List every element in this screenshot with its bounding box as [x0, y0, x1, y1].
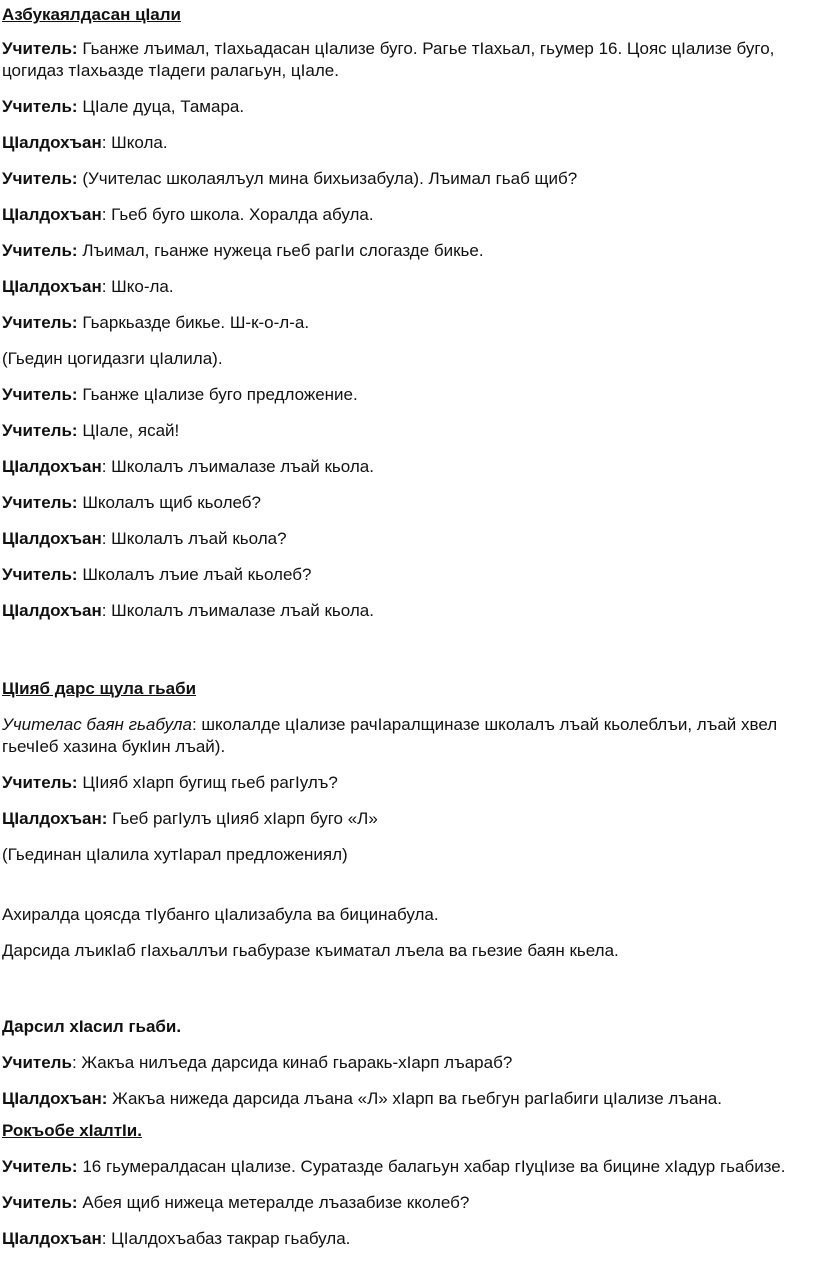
speaker-student: ЦIалдохъан	[2, 601, 102, 620]
utterance: : Школа.	[101, 133, 168, 152]
speaker-student: ЦIалдохъан	[2, 133, 102, 152]
speaker-student: ЦIалдохъан	[2, 205, 102, 224]
paragraph	[2, 1192, 816, 1214]
utterance: Гьанже цIализе буго предложение.	[77, 385, 358, 404]
utterance: : Школалъ лъималазе лъай кьола.	[101, 457, 374, 476]
speaker-teacher: Учитель:	[2, 1193, 78, 1212]
speaker-student: ЦIалдохъан	[2, 529, 102, 548]
utterance: 16 гьумералдасан цIализе. Суратазде балагьун хабар гIуцIизе ва бицине хIадур гьабизе.	[77, 1157, 786, 1176]
speaker-student: ЦIалдохъан:	[2, 809, 108, 828]
section-heading-summary: Дарсил хIасил гьаби.	[2, 1017, 182, 1036]
paragraph: Ахиралда цоясда тIубанго цIализабула ва бицинабула.	[2, 905, 439, 924]
speaker-teacher: Учитель:	[2, 773, 78, 792]
speaker-teacher: Учитель:	[2, 493, 78, 512]
speaker-teacher: Учитель:	[2, 385, 78, 404]
speaker-teacher: Учитель:	[2, 97, 78, 116]
speaker-teacher: Учитель:	[2, 241, 78, 260]
utterance: Абея щиб нижеца метералде лъазабизе кколеб?	[77, 1193, 470, 1212]
paragraph	[2, 420, 816, 442]
section-heading-reading: Азбукаялдасан цIали	[2, 5, 181, 24]
speaker-teacher: Учитель:	[2, 169, 78, 188]
speaker-student: ЦIалдохъан	[2, 457, 102, 476]
paragraph: Дарсида лъикIаб гIахьаллъи гьабуразе къиматал лъела ва гьезие баян кьела.	[2, 941, 619, 960]
paragraph	[2, 772, 816, 794]
paragraph	[2, 1088, 816, 1110]
paragraph	[2, 132, 816, 154]
paragraph	[2, 312, 816, 334]
paragraph	[2, 38, 816, 82]
utterance: : школалде цIализе рачIаралщиназе школалъ лъай кьолеблъи, лъай хвел гьечIеб хазина букIин лъай).	[2, 715, 778, 756]
paragraph	[2, 456, 816, 478]
paragraph	[2, 168, 816, 190]
paragraph	[2, 1052, 816, 1074]
utterance: : Шко-ла.	[101, 277, 174, 296]
utterance: Школалъ лъие лъай кьолеб?	[77, 565, 312, 584]
paragraph	[2, 384, 816, 406]
speaker-student: ЦIалдохъан	[2, 277, 102, 296]
paragraph: (Гьедин цогидазги цIалила).	[2, 349, 223, 368]
paragraph	[2, 204, 816, 226]
utterance: Гьеб рагIулъ цIияб хIарп буго «Л»	[107, 809, 378, 828]
utterance: Школалъ щиб кьолеб?	[77, 493, 261, 512]
speaker-teacher: Учитель:	[2, 421, 78, 440]
paragraph	[2, 714, 816, 758]
speaker-teacher: Учитель	[2, 1053, 72, 1072]
speaker-teacher: Учитель:	[2, 313, 78, 332]
paragraph	[2, 808, 816, 830]
utterance: : Школалъ лъай кьола?	[101, 529, 287, 548]
paragraph	[2, 564, 816, 586]
utterance: (Учителас школаялъул мина бихьизабула). Лъимал гьаб щиб?	[77, 169, 578, 188]
utterance: Гьанже лъимал, тIахьадасан цIализе буго. Рагье тIахьал, гьумер 16. Цояс цIализе буго, цогидаз тIахьазде тIадеги ралагьун, цIале.	[2, 39, 775, 80]
paragraph: (Гьединан цIалила хутIарал предложениял)	[2, 845, 348, 864]
utterance: Жакъа нижеда дарсида лъана «Л» хIарп ва гьебгун рагIабиги цIализе лъана.	[107, 1089, 722, 1108]
utterance: : Школалъ лъималазе лъай кьола.	[101, 601, 374, 620]
paragraph	[2, 1228, 816, 1250]
paragraph	[2, 276, 816, 298]
utterance: Лъимал, гьанже нужеца гьеб рагIи слогазде бикье.	[77, 241, 484, 260]
paragraph	[2, 96, 816, 118]
utterance: : Жакъа нилъеда дарсида кинаб гьаракь-хIарп лъараб?	[71, 1053, 513, 1072]
paragraph	[2, 600, 816, 622]
paragraph	[2, 492, 816, 514]
paragraph	[2, 528, 816, 550]
utterance: Гьаркьазде бикье. Ш-к-о-л-а.	[77, 313, 310, 332]
speaker-student: ЦIалдохъан:	[2, 1089, 108, 1108]
speaker-student: ЦIалдохъан	[2, 1229, 102, 1248]
section-heading-new-lesson: ЦIияб дарс щула гьаби	[2, 679, 197, 698]
utterance: ЦIале, ясай!	[77, 421, 180, 440]
utterance: : ЦIалдохъабаз такрар гьабула.	[101, 1229, 351, 1248]
speaker-teacher: Учитель:	[2, 39, 78, 58]
utterance: : Гьеб буго школа. Хоралда абула.	[101, 205, 374, 224]
speaker-teacher: Учитель:	[2, 565, 78, 584]
paragraph	[2, 1156, 816, 1178]
italic-intro: Учителас баян гьабула	[2, 715, 192, 734]
speaker-teacher: Учитель:	[2, 1157, 78, 1176]
utterance: ЦIале дуца, Тамара.	[77, 97, 245, 116]
utterance: ЦIияб хIарп бугищ гьеб рагIулъ?	[77, 773, 338, 792]
section-heading-homework: Рокъобе хIалтIи.	[2, 1121, 142, 1140]
paragraph	[2, 240, 816, 262]
